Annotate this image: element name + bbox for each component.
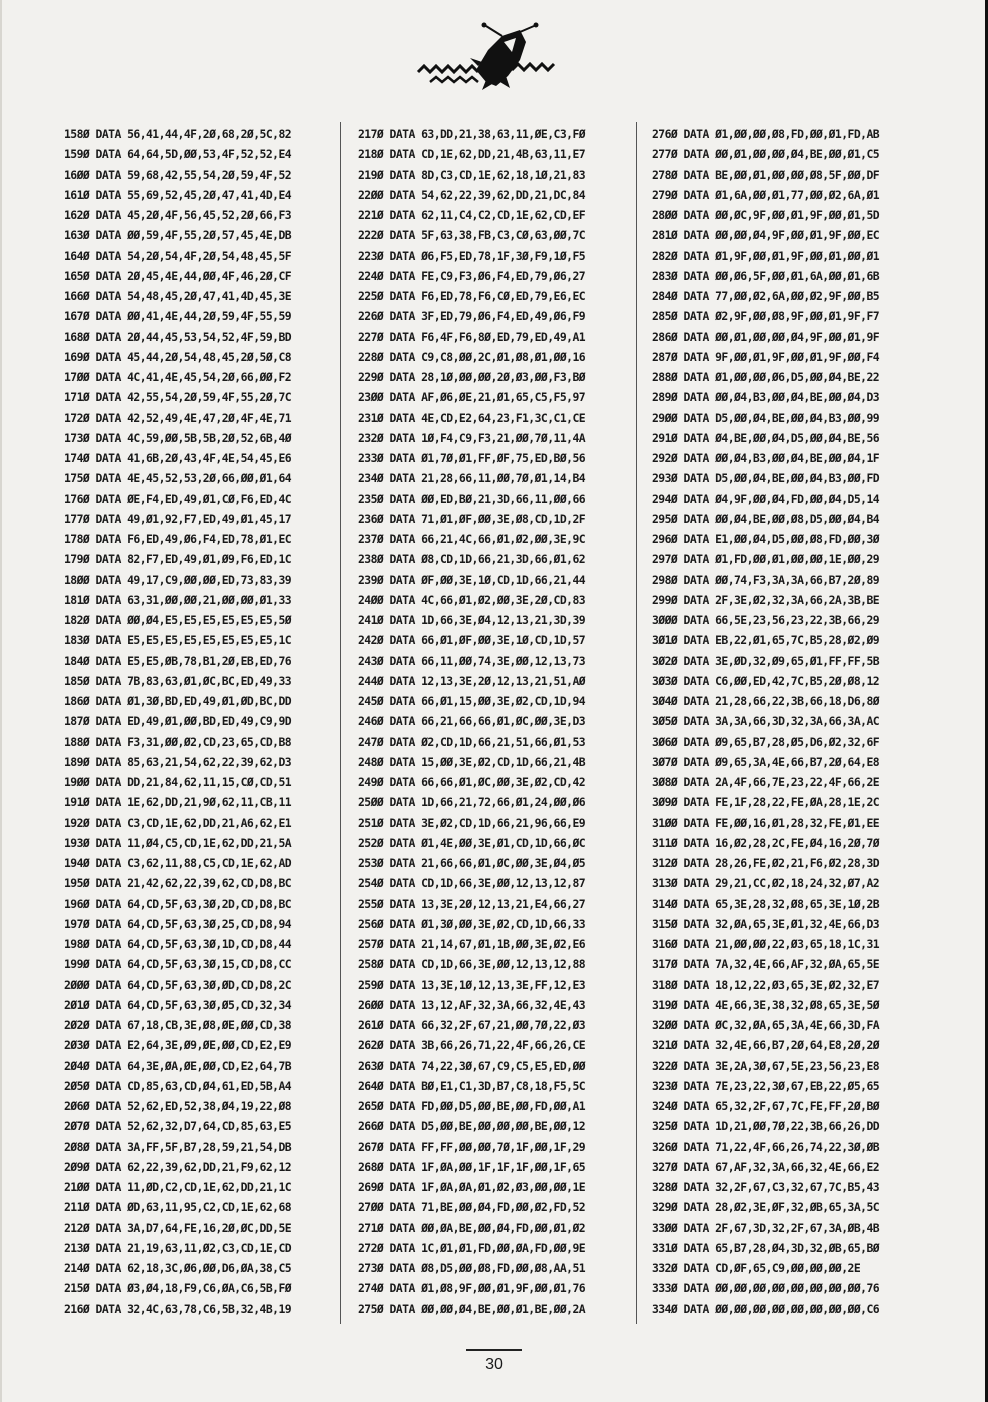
data-line: 316Ø DATA 21,ØØ,ØØ,22,Ø3,65,18,1C,31 [652,937,880,951]
data-line: 228Ø DATA C9,C8,ØØ,2C,Ø1,Ø8,Ø1,ØØ,16 [358,349,586,364]
data-line: 163Ø DATA ØØ,59,4F,55,2Ø,57,45,4E,DB [64,228,292,243]
data-line: 278Ø DATA BE,ØØ,Ø1,ØØ,ØØ,Ø8,5F,ØØ,DF [652,167,880,182]
data-line: 188Ø DATA F3,31,ØØ,Ø2,CD,23,65,CD,B8 [64,734,292,749]
data-line: 235Ø DATA ØØ,ED,BØ,21,3D,66,11,ØØ,66 [358,491,586,506]
data-line: 2Ø8Ø DATA 3A,FF,5F,B7,28,59,21,54,DB [64,1139,292,1154]
data-line: 265Ø DATA FD,ØØ,D5,ØØ,BE,ØØ,FD,ØØ,A1 [358,1099,586,1113]
data-line: 2Ø3Ø DATA E2,64,3E,Ø9,ØE,ØØ,CD,E2,E9 [64,1038,292,1053]
data-line: 284Ø DATA 77,ØØ,Ø2,6A,ØØ,Ø2,9F,ØØ,B5 [652,289,880,303]
data-line: 273Ø DATA Ø8,D5,ØØ,Ø8,FD,ØØ,Ø8,AA,51 [358,1261,586,1275]
data-line: 239Ø DATA ØF,ØØ,3E,1Ø,CD,1D,66,21,44 [358,572,586,587]
data-line: 329Ø DATA 28,Ø2,3E,ØF,32,ØB,65,3A,5C [652,1200,880,1215]
data-line: 2Ø4Ø DATA 64,3E,ØA,ØE,ØØ,CD,E2,64,7B [64,1058,292,1073]
data-line: 289Ø DATA ØØ,Ø4,B3,ØØ,Ø4,BE,ØØ,Ø4,D3 [652,390,880,405]
data-line: 247Ø DATA Ø2,CD,1D,66,21,51,66,Ø1,53 [358,734,586,749]
data-line: 219Ø DATA 8D,C3,CD,1E,62,18,1Ø,21,83 [358,167,586,182]
data-line: 261Ø DATA 66,32,2F,67,21,ØØ,7Ø,22,Ø3 [358,1018,586,1032]
data-line: 33ØØ DATA 2F,67,3D,32,2F,67,3A,ØB,4B [652,1220,880,1235]
listing-column-2 [358,124,658,1319]
data-line: 168Ø DATA 2Ø,44,45,53,54,52,4F,59,BD [64,329,292,344]
data-line: 32ØØ DATA ØC,32,ØA,65,3A,4E,66,3D,FA [652,1018,880,1032]
data-line: 331Ø DATA 65,B7,28,Ø4,3D,32,ØB,65,BØ [652,1240,880,1255]
data-line: 288Ø DATA Ø1,ØØ,ØØ,Ø6,D5,ØØ,Ø4,BE,22 [652,370,880,384]
data-line: 196Ø DATA 64,CD,5F,63,3Ø,2D,CD,D8,BC [64,896,292,911]
data-line: 241Ø DATA 1D,66,3E,Ø4,12,13,21,3D,39 [358,613,586,627]
data-line: 334Ø DATA ØØ,ØØ,ØØ,ØØ,ØØ,ØØ,ØØ,ØØ,C6 [652,1301,880,1316]
data-line: 175Ø DATA 4E,45,52,53,2Ø,66,ØØ,Ø1,64 [64,471,292,486]
data-line: 314Ø DATA 65,3E,28,32,Ø8,65,3E,1Ø,2B [652,896,880,911]
data-line: 171Ø DATA 42,55,54,2Ø,59,4F,55,2Ø,7C [64,390,292,405]
data-line: 164Ø DATA 54,2Ø,54,4F,2Ø,54,48,45,5F [64,248,292,263]
data-line: 298Ø DATA ØØ,74,F3,3A,3A,66,B7,2Ø,89 [652,572,880,587]
data-line: 333Ø DATA ØØ,ØØ,ØØ,ØØ,ØØ,ØØ,ØØ,ØØ,76 [652,1281,880,1296]
data-line: 174Ø DATA 41,6B,2Ø,43,4F,4E,54,45,E6 [64,451,292,465]
data-line: 291Ø DATA Ø4,BE,ØØ,Ø4,D5,ØØ,Ø4,BE,56 [652,430,880,445]
data-line: 272Ø DATA 1C,Ø1,Ø1,FD,ØØ,ØA,FD,ØØ,9E [358,1240,586,1255]
data-line: 16ØØ DATA 59,68,42,55,54,2Ø,59,4F,52 [64,167,292,182]
data-line: 216Ø DATA 32,4C,63,78,C6,5B,32,4B,19 [64,1301,292,1316]
data-line: 281Ø DATA ØØ,ØØ,Ø4,9F,ØØ,Ø1,9F,ØØ,EC [652,228,880,243]
data-line: 3ØØØ DATA 66,5E,23,56,23,22,3B,66,29 [652,613,880,627]
data-line: 18ØØ DATA 49,17,C9,ØØ,ØØ,ED,73,83,39 [64,572,292,587]
data-line: 317Ø DATA 7A,32,4E,66,AF,32,ØA,65,5E [652,957,880,972]
data-line: 178Ø DATA F6,ED,49,Ø6,F4,ED,78,Ø1,EC [64,532,292,546]
data-line: 224Ø DATA FE,C9,F3,Ø6,F4,ED,79,Ø6,27 [358,268,586,283]
data-line: 183Ø DATA E5,E5,E5,E5,E5,E5,E5,E5,1C [64,633,292,648]
data-line: 283Ø DATA ØØ,Ø6,5F,ØØ,Ø1,6A,ØØ,Ø1,6B [652,268,880,283]
data-line: 234Ø DATA 21,28,66,11,ØØ,7Ø,Ø1,14,B4 [358,471,586,486]
data-line: 231Ø DATA 4E,CD,E2,64,23,F1,3C,C1,CE [358,410,586,425]
data-line: 25ØØ DATA 1D,66,21,72,66,Ø1,24,ØØ,Ø6 [358,795,586,810]
data-line: 232Ø DATA 1Ø,F4,C9,F3,21,ØØ,7Ø,11,4A [358,430,586,445]
data-line: 212Ø DATA 3A,D7,64,FE,16,2Ø,ØC,DD,5E [64,1220,292,1235]
data-line: 2Ø6Ø DATA 52,62,ED,52,38,Ø4,19,22,Ø8 [64,1099,292,1113]
data-line: 161Ø DATA 55,69,52,45,2Ø,47,41,4D,E4 [64,187,292,202]
data-line: 267Ø DATA FF,FF,ØØ,ØØ,7Ø,1F,ØØ,1F,29 [358,1139,586,1154]
data-line: 324Ø DATA 65,32,2F,67,7C,FE,FF,2Ø,BØ [652,1099,880,1113]
data-line: 264Ø DATA BØ,E1,C1,3D,B7,C8,18,F5,5C [358,1078,586,1093]
data-line: 198Ø DATA 64,CD,5F,63,3Ø,1D,CD,D8,44 [64,937,292,951]
data-line: 3Ø7Ø DATA Ø9,65,3A,4E,66,B7,2Ø,64,E8 [652,754,880,769]
data-line: 311Ø DATA 16,Ø2,28,2C,FE,Ø4,16,2Ø,7Ø [652,835,880,850]
data-line: 257Ø DATA 21,14,67,Ø1,1B,ØØ,3E,Ø2,E6 [358,937,586,951]
data-line: 299Ø DATA 2F,3E,Ø2,32,3A,66,2A,3B,BE [652,592,880,607]
scan-left-edge [0,0,2,1402]
data-line: 214Ø DATA 62,18,3C,Ø6,ØØ,D6,ØA,38,C5 [64,1261,292,1275]
data-line: 173Ø DATA 4C,59,ØØ,5B,5B,2Ø,52,6B,4Ø [64,430,292,445]
data-line: 293Ø DATA D5,ØØ,Ø4,BE,ØØ,Ø4,B3,ØØ,FD [652,471,880,486]
data-line: 245Ø DATA 66,Ø1,15,ØØ,3E,Ø2,CD,1D,94 [358,694,586,708]
data-line: 199Ø DATA 64,CD,5F,63,3Ø,15,CD,D8,CC [64,957,292,972]
data-line: 23ØØ DATA AF,Ø6,ØE,21,Ø1,65,C5,F5,97 [358,390,586,405]
data-line: 176Ø DATA ØE,F4,ED,49,Ø1,CØ,F6,ED,4C [64,491,292,506]
data-line: 221Ø DATA 62,11,C4,C2,CD,1E,62,CD,EF [358,208,586,222]
data-line: 192Ø DATA C3,CD,1E,62,DD,21,A6,62,E1 [64,815,292,830]
data-line: 193Ø DATA 11,Ø4,C5,CD,1E,62,DD,21,5A [64,835,292,850]
data-line: 243Ø DATA 66,11,ØØ,74,3E,ØØ,12,13,73 [358,653,586,668]
data-line: 223Ø DATA Ø6,F5,ED,78,1F,3Ø,F9,1Ø,F5 [358,248,586,263]
data-line: 3Ø9Ø DATA FE,1F,28,22,FE,ØA,28,1E,2C [652,795,880,810]
data-line: 244Ø DATA 12,13,3E,2Ø,12,13,21,51,AØ [358,673,586,688]
data-line: 222Ø DATA 5F,63,38,FB,C3,CØ,63,ØØ,7C [358,228,586,243]
data-line: 246Ø DATA 66,21,66,66,Ø1,ØC,ØØ,3E,D3 [358,714,586,729]
data-line: 253Ø DATA 21,66,66,Ø1,ØC,ØØ,3E,Ø4,Ø5 [358,856,586,870]
data-line: 172Ø DATA 42,52,49,4E,47,2Ø,4F,4E,71 [64,410,292,425]
data-line: 29ØØ DATA D5,ØØ,Ø4,BE,ØØ,Ø4,B3,ØØ,99 [652,410,880,425]
data-line: 191Ø DATA 1E,62,DD,21,9Ø,62,11,CB,11 [64,795,292,810]
data-line: 254Ø DATA CD,1D,66,3E,ØØ,12,13,12,87 [358,876,586,891]
data-line: 295Ø DATA ØØ,Ø4,BE,ØØ,Ø8,D5,ØØ,Ø4,B4 [652,511,880,526]
data-line: 325Ø DATA 1D,21,ØØ,7Ø,22,3B,66,26,DD [652,1119,880,1134]
listing-column-1 [64,124,364,1319]
data-line: 318Ø DATA 18,12,22,Ø3,65,3E,Ø2,32,E7 [652,977,880,992]
data-line: 218Ø DATA CD,1E,62,DD,21,4B,63,11,E7 [358,147,586,162]
rocket-logo-icon [416,22,556,94]
data-line: 177Ø DATA 49,Ø1,92,F7,ED,49,Ø1,45,17 [64,511,292,526]
data-line: 274Ø DATA Ø1,Ø8,9F,ØØ,Ø1,9F,ØØ,Ø1,76 [358,1281,586,1296]
data-line: 21ØØ DATA 11,ØD,C2,CD,1E,62,DD,21,1C [64,1180,292,1194]
data-line: 3Ø5Ø DATA 3A,3A,66,3D,32,3A,66,3A,AC [652,714,880,729]
data-line: 332Ø DATA CD,ØF,65,C9,ØØ,ØØ,ØØ,2E [652,1261,861,1275]
data-line: 252Ø DATA Ø1,4E,ØØ,3E,Ø1,CD,1D,66,ØC [358,835,586,850]
page-number: 30 [485,1356,503,1373]
data-line: 271Ø DATA ØØ,ØA,BE,ØØ,Ø4,FD,ØØ,Ø1,Ø2 [358,1220,586,1235]
data-line: 185Ø DATA 7B,83,63,Ø1,ØC,BC,ED,49,33 [64,673,292,688]
data-line: 194Ø DATA C3,62,11,88,C5,CD,1E,62,AD [64,856,292,870]
data-line: 213Ø DATA 21,19,63,11,Ø2,C3,CD,1E,CD [64,1240,292,1255]
data-line: 251Ø DATA 3E,Ø2,CD,1D,66,21,96,66,E9 [358,815,586,830]
data-line: 162Ø DATA 45,2Ø,4F,56,45,52,2Ø,66,F3 [64,208,292,222]
data-line: 262Ø DATA 3B,66,26,71,22,4F,66,26,CE [358,1038,586,1053]
data-line: 3Ø8Ø DATA 2A,4F,66,7E,23,22,4F,66,2E [652,775,880,789]
data-line: 2Ø1Ø DATA 64,CD,5F,63,3Ø,Ø5,CD,32,34 [64,997,292,1012]
data-line: 233Ø DATA Ø1,7Ø,Ø1,FF,ØF,75,ED,BØ,56 [358,451,586,465]
data-line: 3Ø6Ø DATA Ø9,65,B7,28,Ø5,D6,Ø2,32,6F [652,734,880,749]
data-line: 3Ø1Ø DATA EB,22,Ø1,65,7C,B5,28,Ø2,Ø9 [652,633,880,648]
data-line: 286Ø DATA ØØ,Ø1,ØØ,ØØ,Ø4,9F,ØØ,Ø1,9F [652,329,880,344]
data-line: 322Ø DATA 3E,2A,3Ø,67,5E,23,56,23,E8 [652,1058,880,1073]
data-line: 24ØØ DATA 4C,66,Ø1,Ø2,ØØ,3E,2Ø,CD,83 [358,592,586,607]
data-line: 2Ø7Ø DATA 52,62,32,D7,64,CD,85,63,E5 [64,1119,292,1134]
data-line: 189Ø DATA 85,63,21,54,62,22,39,62,D3 [64,754,292,769]
data-line: 215Ø DATA Ø3,Ø4,18,F9,C6,ØA,C6,5B,FØ [64,1281,292,1296]
data-line: 229Ø DATA 28,1Ø,ØØ,ØØ,2Ø,Ø3,ØØ,F3,BØ [358,370,586,384]
data-line: 255Ø DATA 13,3E,2Ø,12,13,21,E4,66,27 [358,896,586,911]
data-line: 159Ø DATA 64,64,5D,ØØ,53,4F,52,52,E4 [64,147,292,162]
data-line: 315Ø DATA 32,ØA,65,3E,Ø1,32,4E,66,D3 [652,916,880,931]
data-line: 184Ø DATA E5,E5,ØB,78,B1,2Ø,EB,ED,76 [64,653,292,668]
data-line: 319Ø DATA 4E,66,3E,38,32,Ø8,65,3E,5Ø [652,997,880,1012]
data-line: 275Ø DATA ØØ,ØØ,Ø4,BE,ØØ,Ø1,BE,ØØ,2A [358,1301,586,1316]
data-line: 313Ø DATA 29,21,CC,Ø2,18,24,32,Ø7,A2 [652,876,880,891]
data-line: 2Ø9Ø DATA 62,22,39,62,DD,21,F9,62,12 [64,1159,292,1174]
data-line: 294Ø DATA Ø4,9F,ØØ,Ø4,FD,ØØ,Ø4,D5,14 [652,491,880,506]
data-line: 249Ø DATA 66,66,Ø1,ØC,ØØ,3E,Ø2,CD,42 [358,775,586,789]
data-line: 2ØØØ DATA 64,CD,5F,63,3Ø,ØD,CD,D8,2C [64,977,292,992]
data-line: 2Ø2Ø DATA 67,18,CB,3E,Ø8,ØE,ØØ,CD,38 [64,1018,292,1032]
data-line: 181Ø DATA 63,31,ØØ,ØØ,21,ØØ,ØØ,Ø1,33 [64,592,292,607]
data-line: 165Ø DATA 2Ø,45,4E,44,ØØ,4F,46,2Ø,CF [64,268,292,283]
data-line: 256Ø DATA Ø1,3Ø,ØØ,3E,Ø2,CD,1D,66,33 [358,916,586,931]
data-line: 186Ø DATA Ø1,3Ø,BD,ED,49,Ø1,ØD,BC,DD [64,694,292,708]
data-line: 266Ø DATA D5,ØØ,BE,ØØ,ØØ,ØØ,BE,ØØ,12 [358,1119,586,1134]
data-line: 3Ø4Ø DATA 21,28,66,22,3B,66,18,D6,8Ø [652,694,880,708]
data-line: 28ØØ DATA ØØ,ØC,9F,ØØ,Ø1,9F,ØØ,Ø1,5D [652,208,880,222]
data-line: 238Ø DATA Ø8,CD,1D,66,21,3D,66,Ø1,62 [358,552,586,567]
data-line: 277Ø DATA ØØ,Ø1,ØØ,ØØ,Ø4,BE,ØØ,Ø1,C5 [652,147,880,162]
data-line: 297Ø DATA Ø1,FD,ØØ,Ø1,ØØ,ØØ,1E,ØØ,29 [652,552,880,567]
data-line: 312Ø DATA 28,26,FE,Ø2,21,F6,Ø2,28,3D [652,856,880,870]
data-line: 166Ø DATA 54,48,45,2Ø,47,41,4D,45,3E [64,289,292,303]
data-line: 211Ø DATA ØD,63,11,95,C2,CD,1E,62,68 [64,1200,292,1215]
data-line: 282Ø DATA Ø1,9F,ØØ,Ø1,9F,ØØ,Ø1,ØØ,Ø1 [652,248,880,263]
data-line: 269Ø DATA 1F,ØA,ØA,Ø1,Ø2,Ø3,ØØ,ØØ,1E [358,1180,586,1194]
data-line: 17ØØ DATA 4C,41,4E,45,54,2Ø,66,ØØ,F2 [64,370,292,384]
data-line: 323Ø DATA 7E,23,22,3Ø,67,EB,22,Ø5,65 [652,1078,880,1093]
data-line: 226Ø DATA 3F,ED,79,Ø6,F4,ED,49,Ø6,F9 [358,309,586,324]
data-line: 276Ø DATA Ø1,ØØ,ØØ,Ø8,FD,ØØ,Ø1,FD,AB [652,127,880,141]
column-divider-2 [636,122,637,1324]
data-line: 242Ø DATA 66,Ø1,ØF,ØØ,3E,1Ø,CD,1D,57 [358,633,586,648]
data-line: 2Ø5Ø DATA CD,85,63,CD,Ø4,61,ED,5B,A4 [64,1078,292,1093]
data-line: 31ØØ DATA FE,ØØ,16,Ø1,28,32,FE,Ø1,EE [652,815,880,830]
data-line: 27ØØ DATA 71,BE,ØØ,Ø4,FD,ØØ,Ø2,FD,52 [358,1200,586,1215]
data-line: 3Ø2Ø DATA 3E,ØD,32,Ø9,65,Ø1,FF,FF,5B [652,653,880,668]
listing-column-3 [652,124,952,1319]
data-line: 258Ø DATA CD,1D,66,3E,ØØ,12,13,12,88 [358,957,586,972]
data-line: 169Ø DATA 45,44,2Ø,54,48,45,2Ø,5Ø,C8 [64,349,292,364]
data-line: 328Ø DATA 32,2F,67,C3,32,67,7C,B5,43 [652,1180,880,1194]
data-line: 158Ø DATA 56,41,44,4F,2Ø,68,2Ø,5C,82 [64,127,292,141]
data-line: 263Ø DATA 74,22,3Ø,67,C9,C5,E5,ED,ØØ [358,1058,586,1073]
data-line: 321Ø DATA 32,4E,66,B7,2Ø,64,E8,2Ø,2Ø [652,1038,880,1053]
data-line: 292Ø DATA ØØ,Ø4,B3,ØØ,Ø4,BE,ØØ,Ø4,1F [652,451,880,465]
data-line: 326Ø DATA 71,22,4F,66,26,74,22,3Ø,ØB [652,1139,880,1154]
data-line: 187Ø DATA ED,49,Ø1,ØØ,BD,ED,49,C9,9D [64,714,292,729]
data-line: 179Ø DATA 82,F7,ED,49,Ø1,Ø9,F6,ED,1C [64,552,292,567]
data-line: 227Ø DATA F6,4F,F6,8Ø,ED,79,ED,49,A1 [358,329,586,344]
data-line: 167Ø DATA ØØ,41,4E,44,2Ø,59,4F,55,59 [64,309,292,324]
data-line: 279Ø DATA Ø1,6A,ØØ,Ø1,77,ØØ,Ø2,6A,Ø1 [652,187,880,202]
data-line: 327Ø DATA 67,AF,32,3A,66,32,4E,66,E2 [652,1159,880,1174]
data-line: 22ØØ DATA 54,62,22,39,62,DD,21,DC,84 [358,187,586,202]
data-line: 296Ø DATA E1,ØØ,Ø4,D5,ØØ,Ø8,FD,ØØ,3Ø [652,532,880,546]
data-line: 195Ø DATA 21,42,62,22,39,62,CD,D8,BC [64,876,292,891]
data-line: 225Ø DATA F6,ED,78,F6,CØ,ED,79,E6,EC [358,289,586,303]
data-line: 248Ø DATA 15,ØØ,3E,Ø2,CD,1D,66,21,4B [358,754,586,769]
data-line: 217Ø DATA 63,DD,21,38,63,11,ØE,C3,FØ [358,127,586,141]
data-line: 236Ø DATA 71,Ø1,ØF,ØØ,3E,Ø8,CD,1D,2F [358,511,586,526]
data-line: 197Ø DATA 64,CD,5F,63,3Ø,25,CD,D8,94 [64,916,292,931]
data-line: 268Ø DATA 1F,ØA,ØØ,1F,1F,1F,ØØ,1F,65 [358,1159,586,1174]
data-line: 19ØØ DATA DD,21,84,62,11,15,CØ,CD,51 [64,775,292,789]
data-line: 182Ø DATA ØØ,Ø4,E5,E5,E5,E5,E5,E5,5Ø [64,613,292,627]
column-divider-1 [340,122,341,1324]
data-line: 237Ø DATA 66,21,4C,66,Ø1,Ø2,ØØ,3E,9C [358,532,586,546]
data-line: 287Ø DATA 9F,ØØ,Ø1,9F,ØØ,Ø1,9F,ØØ,F4 [652,349,880,364]
data-line: 259Ø DATA 13,3E,1Ø,12,13,3E,FF,12,E3 [358,977,586,992]
page-number-rule [466,1349,522,1351]
data-line: 26ØØ DATA 13,12,AF,32,3A,66,32,4E,43 [358,997,586,1012]
data-line: 285Ø DATA Ø2,9F,ØØ,Ø8,9F,ØØ,Ø1,9F,F7 [652,309,880,324]
data-line: 3Ø3Ø DATA C6,ØØ,ED,42,7C,B5,2Ø,Ø8,12 [652,673,880,688]
